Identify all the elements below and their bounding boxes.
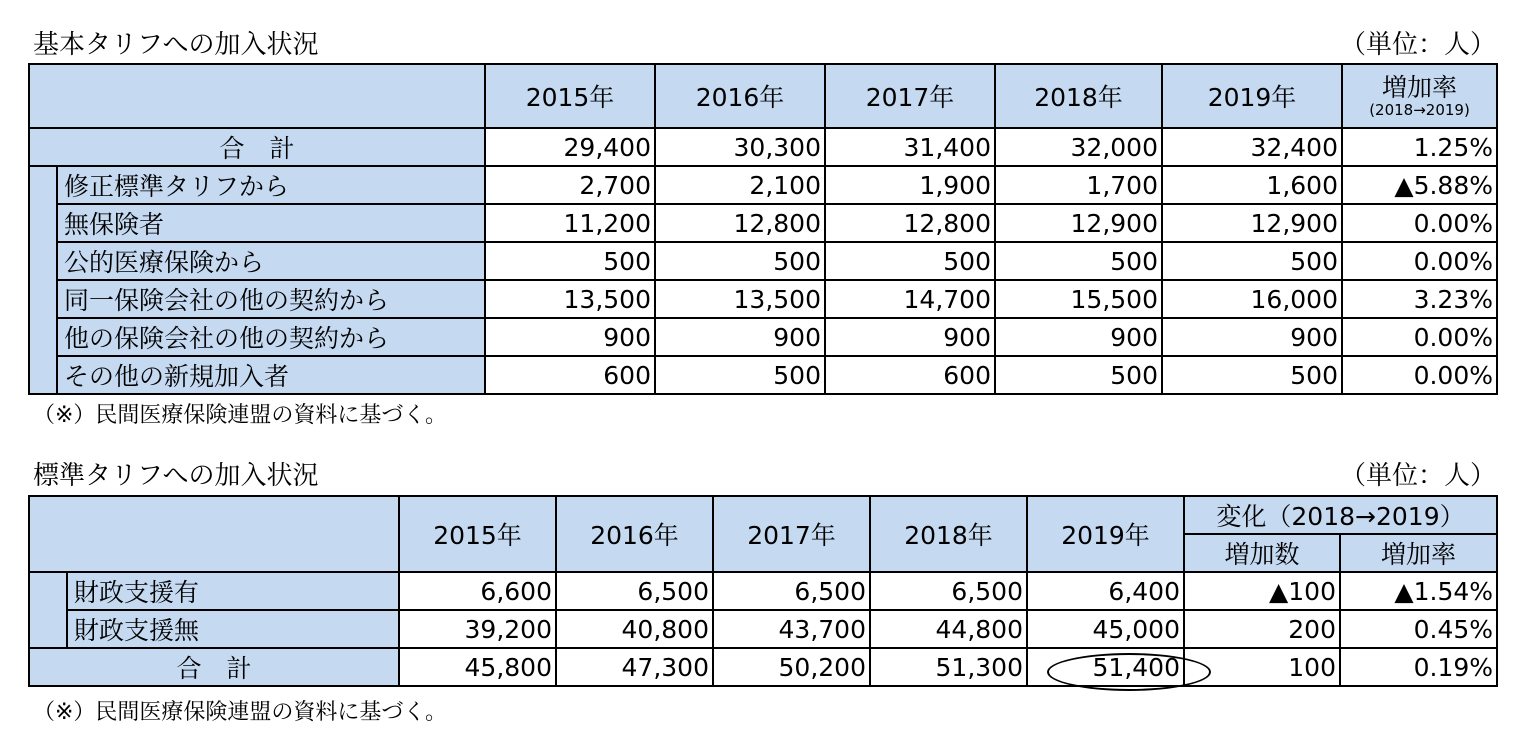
table-cell: 12,800 xyxy=(825,204,995,242)
table-row xyxy=(29,610,1497,648)
table-cell: 600 xyxy=(485,356,655,394)
table-cell: 11,200 xyxy=(485,204,655,242)
table-cell: 0.19% xyxy=(1340,648,1497,686)
table-cell: 1,700 xyxy=(995,166,1162,204)
table1-note: （※）民間医療保険連盟の資料に基づく。 xyxy=(33,403,447,428)
table-cell: 6,600 xyxy=(399,572,556,610)
table2-note: （※）民間医療保険連盟の資料に基づく。 xyxy=(33,700,447,725)
table-cell: 44,800 xyxy=(870,610,1027,648)
table-cell: 12,800 xyxy=(655,204,825,242)
table-cell: 45,800 xyxy=(399,648,556,686)
table-cell: 0.00% xyxy=(1342,242,1497,280)
rate-header-sub: (2018→2019) xyxy=(1369,101,1470,119)
table-cell: 6,500 xyxy=(870,572,1027,610)
row-label: 無保険者 xyxy=(57,204,485,242)
table2-title: 標準タリフへの加入状況 xyxy=(33,461,319,491)
table2-change-header: 変化（2018→2019） xyxy=(1184,496,1497,534)
table-cell: 200 xyxy=(1184,610,1340,648)
table-cell: 1,600 xyxy=(1162,166,1342,204)
table2-year-header: 2016年 xyxy=(556,496,713,572)
table-cell: 900 xyxy=(485,318,655,356)
table-cell: 6,400 xyxy=(1027,572,1184,610)
table-cell: 1.25% xyxy=(1342,128,1497,166)
table-cell: ▲5.88% xyxy=(1342,166,1497,204)
table-cell: 6,500 xyxy=(713,572,870,610)
rate-header-label: 増加率 xyxy=(1381,73,1457,102)
table-cell: 100 xyxy=(1184,648,1340,686)
table-cell: 14,700 xyxy=(825,280,995,318)
table-cell: 13,500 xyxy=(485,280,655,318)
table1-total-label: 合 計 xyxy=(29,128,485,166)
table-cell: 0.00% xyxy=(1342,356,1497,394)
table-cell: 500 xyxy=(995,356,1162,394)
table2-unit: （単位：人） xyxy=(1339,461,1496,491)
table-cell: 43,700 xyxy=(713,610,870,648)
table2-rate-header: 増加率 xyxy=(1340,534,1497,572)
table1-year-header: 2015年 xyxy=(485,64,655,128)
table-row xyxy=(29,166,1497,204)
table1-indent-column xyxy=(29,166,57,394)
row-label: 財政支援有 xyxy=(67,572,399,610)
table1-header-row xyxy=(29,64,1497,128)
table-cell: 0.00% xyxy=(1342,204,1497,242)
table1-title: 基本タリフへの加入状況 xyxy=(33,30,319,60)
table2-year-header: 2015年 xyxy=(399,496,556,572)
table-cell: 6,500 xyxy=(556,572,713,610)
table-cell: 500 xyxy=(655,356,825,394)
table-cell: 47,300 xyxy=(556,648,713,686)
row-label: 公的医療保険から xyxy=(57,242,485,280)
table-cell: 600 xyxy=(825,356,995,394)
table1-year-header: 2018年 xyxy=(995,64,1162,128)
table-cell: 15,500 xyxy=(995,280,1162,318)
row-label: 財政支援無 xyxy=(67,610,399,648)
table-cell: 40,800 xyxy=(556,610,713,648)
row-label: 修正標準タリフから xyxy=(57,166,485,204)
row-label: 他の保険会社の他の契約から xyxy=(57,318,485,356)
table-cell: 31,400 xyxy=(825,128,995,166)
table1 xyxy=(28,63,1498,395)
table2-year-header: 2018年 xyxy=(870,496,1027,572)
table-row xyxy=(29,204,1497,242)
table-cell: 13,500 xyxy=(655,280,825,318)
table-cell: 900 xyxy=(655,318,825,356)
table-cell: 900 xyxy=(825,318,995,356)
table-cell: 500 xyxy=(1162,242,1342,280)
table1-total-row xyxy=(29,128,1497,166)
table-row xyxy=(29,318,1497,356)
table1-year-header: 2016年 xyxy=(655,64,825,128)
table-row xyxy=(29,356,1497,394)
table2-year-header: 2019年 xyxy=(1027,496,1184,572)
table2-year-header: 2017年 xyxy=(713,496,870,572)
table-cell: 50,200 xyxy=(713,648,870,686)
table-cell: 500 xyxy=(655,242,825,280)
table-cell: 2,100 xyxy=(655,166,825,204)
table2-header-row xyxy=(29,496,1497,534)
table1-year-header: 2017年 xyxy=(825,64,995,128)
table-cell: 39,200 xyxy=(399,610,556,648)
table-cell: 12,900 xyxy=(1162,204,1342,242)
table2 xyxy=(28,495,1498,687)
table-cell: 32,000 xyxy=(995,128,1162,166)
table1-corner xyxy=(29,64,485,128)
table-cell: 29,400 xyxy=(485,128,655,166)
table-cell: 2,700 xyxy=(485,166,655,204)
table-cell: 0.00% xyxy=(1342,318,1497,356)
table-cell: 51,400 xyxy=(1027,648,1184,686)
table-cell: 900 xyxy=(995,318,1162,356)
table1-year-header: 2019年 xyxy=(1162,64,1342,128)
row-label: その他の新規加入者 xyxy=(57,356,485,394)
table1-rate-header xyxy=(1342,64,1497,128)
table-cell: 900 xyxy=(1162,318,1342,356)
table-cell: 51,300 xyxy=(870,648,1027,686)
table-row xyxy=(29,242,1497,280)
table-cell: 45,000 xyxy=(1027,610,1184,648)
table-cell: 32,400 xyxy=(1162,128,1342,166)
table2-indent-column xyxy=(29,572,67,648)
table-cell: 500 xyxy=(1162,356,1342,394)
table-cell: 500 xyxy=(825,242,995,280)
table-cell: 30,300 xyxy=(655,128,825,166)
table2-total-row xyxy=(29,648,1497,686)
table-cell: 0.45% xyxy=(1340,610,1497,648)
table-row xyxy=(29,572,1497,610)
table2-corner xyxy=(29,496,399,572)
table1-unit: （単位：人） xyxy=(1339,30,1496,60)
table-cell: 500 xyxy=(485,242,655,280)
table-cell: 1,900 xyxy=(825,166,995,204)
table2-total-label: 合 計 xyxy=(29,648,399,686)
table2-count-header: 増加数 xyxy=(1184,534,1340,572)
table-cell: 16,000 xyxy=(1162,280,1342,318)
table-row xyxy=(29,280,1497,318)
row-label: 同一保険会社の他の契約から xyxy=(57,280,485,318)
table-cell: ▲100 xyxy=(1184,572,1340,610)
table-cell: 12,900 xyxy=(995,204,1162,242)
table-cell: 500 xyxy=(995,242,1162,280)
table-cell: 3.23% xyxy=(1342,280,1497,318)
table-cell: ▲1.54% xyxy=(1340,572,1497,610)
